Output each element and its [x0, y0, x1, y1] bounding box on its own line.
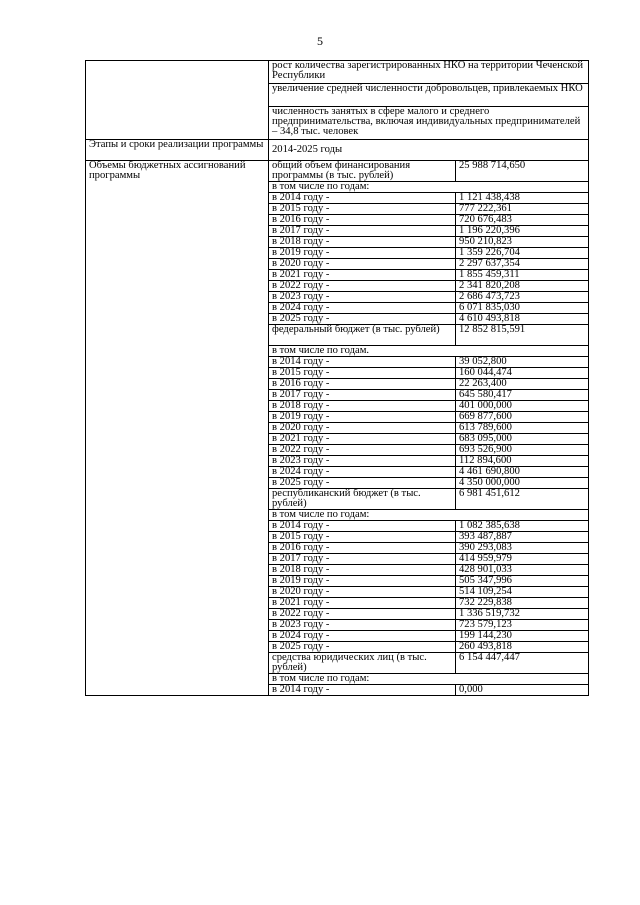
blank-cell	[86, 653, 269, 674]
federal-year-row	[86, 445, 589, 456]
total-year-label: в 2018 году -	[269, 237, 456, 248]
total-year-row	[86, 292, 589, 303]
budget-label: Объемы бюджетных ассигнований программы	[86, 161, 269, 182]
federal-year-row	[86, 456, 589, 467]
blank-cell	[86, 576, 269, 587]
federal-year-row	[86, 357, 589, 368]
republic-year-value: 514 109,254	[456, 587, 589, 598]
blank-cell	[86, 565, 269, 576]
republic-year-row	[86, 554, 589, 565]
blank-cell	[86, 598, 269, 609]
republic-year-value: 732 229,838	[456, 598, 589, 609]
federal-year-label: в 2017 году -	[269, 390, 456, 401]
republic-year-row	[86, 576, 589, 587]
blank-cell	[86, 193, 269, 204]
total-year-value: 6 071 835,030	[456, 303, 589, 314]
republic-year-value: 393 487,887	[456, 532, 589, 543]
federal-year-value: 645 580,417	[456, 390, 589, 401]
blank-cell	[86, 478, 269, 489]
republic-year-label: в 2021 году -	[269, 598, 456, 609]
blank-cell	[86, 423, 269, 434]
republic-year-label: в 2017 году -	[269, 554, 456, 565]
blank-cell	[86, 379, 269, 390]
republic-year-row	[86, 532, 589, 543]
total-year-value: 720 676,483	[456, 215, 589, 226]
republic-year-row	[86, 631, 589, 642]
federal-year-value: 4 350 000,000	[456, 478, 589, 489]
blank-cell	[86, 489, 269, 510]
by-years-label-row	[86, 510, 589, 521]
blank-cell	[86, 521, 269, 532]
blank-cell	[86, 314, 269, 325]
total-year-row	[86, 270, 589, 281]
republic-year-label: в 2018 году -	[269, 565, 456, 576]
legal-funds-row	[86, 653, 589, 674]
total-year-row	[86, 193, 589, 204]
republic-year-label: в 2014 году -	[269, 521, 456, 532]
total-year-label: в 2023 году -	[269, 292, 456, 303]
republic-year-row	[86, 598, 589, 609]
total-label: общий объем финансирования программы (в тыс. рублей)	[269, 161, 456, 182]
blank-cell	[86, 281, 269, 292]
total-value: 25 988 714,650	[456, 161, 589, 182]
blank-cell	[86, 346, 269, 357]
blank-cell	[86, 685, 269, 696]
program-passport-table	[85, 60, 589, 696]
republic-year-label: в 2025 году -	[269, 642, 456, 653]
total-year-label: в 2017 году -	[269, 226, 456, 237]
federal-year-value: 112 894,600	[456, 456, 589, 467]
total-year-label: в 2014 году -	[269, 193, 456, 204]
total-year-label: в 2024 году -	[269, 303, 456, 314]
by-years-label-row	[86, 346, 589, 357]
legal-funds-value: 6 154 447,447	[456, 653, 589, 674]
blank-cell	[86, 270, 269, 281]
federal-year-value: 160 044,474	[456, 368, 589, 379]
total-year-label: в 2025 году -	[269, 314, 456, 325]
blank-cell	[86, 445, 269, 456]
stages-row	[86, 140, 589, 161]
republic-budget-label: республиканский бюджет (в тыс. рублей)	[269, 489, 456, 510]
blank-cell	[86, 510, 269, 521]
republic-year-label: в 2016 году -	[269, 543, 456, 554]
total-year-label: в 2022 году -	[269, 281, 456, 292]
federal-year-row	[86, 368, 589, 379]
federal-year-row	[86, 390, 589, 401]
republic-year-row	[86, 565, 589, 576]
republic-year-row	[86, 521, 589, 532]
federal-year-label: в 2024 году -	[269, 467, 456, 478]
blank-cell	[86, 259, 269, 270]
federal-year-label: в 2014 году -	[269, 357, 456, 368]
budget-total-row	[86, 161, 589, 182]
federal-year-row	[86, 401, 589, 412]
total-year-value: 777 222,361	[456, 204, 589, 215]
federal-year-value: 683 095,000	[456, 434, 589, 445]
blank-cell	[86, 215, 269, 226]
indicator-text: рост количества зарегистрированных НКО на территории Чеченской Республики	[269, 61, 589, 84]
republic-year-value: 414 959,979	[456, 554, 589, 565]
blank-cell	[86, 303, 269, 314]
total-year-label: в 2020 году -	[269, 259, 456, 270]
federal-budget-value: 12 852 815,591	[456, 325, 589, 346]
total-year-row	[86, 248, 589, 259]
total-year-value: 1 855 459,311	[456, 270, 589, 281]
federal-year-label: в 2020 году -	[269, 423, 456, 434]
total-year-value: 950 210,823	[456, 237, 589, 248]
republic-year-value: 199 144,230	[456, 631, 589, 642]
federal-year-label: в 2016 году -	[269, 379, 456, 390]
blank-cell	[86, 292, 269, 303]
total-year-row	[86, 281, 589, 292]
federal-year-row	[86, 434, 589, 445]
legal-funds-label: средства юридических лиц (в тыс. рублей)	[269, 653, 456, 674]
legal-year-value: 0,000	[456, 685, 589, 696]
blank-cell	[86, 642, 269, 653]
federal-year-label: в 2022 году -	[269, 445, 456, 456]
indicator-row	[86, 84, 589, 107]
legal-year-label: в 2014 году -	[269, 685, 456, 696]
republic-year-value: 260 493,818	[456, 642, 589, 653]
by-years-label: в том числе по годам:	[269, 510, 589, 521]
federal-year-label: в 2025 году -	[269, 478, 456, 489]
indicator-row	[86, 61, 589, 84]
by-years-label-row	[86, 182, 589, 193]
republic-year-row	[86, 620, 589, 631]
republic-year-value: 505 347,996	[456, 576, 589, 587]
blank-cell	[86, 631, 269, 642]
indicator-row	[86, 107, 589, 140]
blank-cell	[86, 467, 269, 478]
total-year-value: 1 196 220,396	[456, 226, 589, 237]
blank-cell	[86, 587, 269, 598]
federal-year-label: в 2021 году -	[269, 434, 456, 445]
republic-year-label: в 2024 году -	[269, 631, 456, 642]
total-year-value: 2 686 473,723	[456, 292, 589, 303]
by-years-label: в том числе по годам.	[269, 346, 589, 357]
federal-year-value: 39 052,800	[456, 357, 589, 368]
blank-cell	[86, 226, 269, 237]
blank-cell	[86, 554, 269, 565]
republic-year-label: в 2020 году -	[269, 587, 456, 598]
federal-year-value: 22 263,400	[456, 379, 589, 390]
blank-cell	[86, 609, 269, 620]
by-years-label-row	[86, 674, 589, 685]
legal-year-row	[86, 685, 589, 696]
blank-cell	[86, 434, 269, 445]
republic-budget-row	[86, 489, 589, 510]
total-year-value: 1 359 226,704	[456, 248, 589, 259]
blank-cell	[86, 532, 269, 543]
by-years-label: в том числе по годам:	[269, 182, 589, 193]
stages-value: 2014-2025 годы	[269, 140, 589, 161]
republic-year-label: в 2015 году -	[269, 532, 456, 543]
federal-budget-label: федеральный бюджет (в тыс. рублей)	[269, 325, 456, 346]
federal-year-row	[86, 423, 589, 434]
blank-cell	[86, 325, 269, 346]
blank-cell	[86, 357, 269, 368]
by-years-label: в том числе по годам:	[269, 674, 589, 685]
federal-year-value: 693 526,900	[456, 445, 589, 456]
blank-cell	[86, 84, 269, 107]
republic-year-row	[86, 543, 589, 554]
blank-cell	[86, 412, 269, 423]
blank-cell	[86, 61, 269, 84]
blank-cell	[86, 204, 269, 215]
federal-year-label: в 2019 году -	[269, 412, 456, 423]
republic-year-label: в 2019 году -	[269, 576, 456, 587]
republic-year-value: 723 579,123	[456, 620, 589, 631]
indicator-text: численность занятых в сфере малого и среднего предпринимательства, включая индивидуальных предпринимателей – 34,8 тыс. человек	[269, 107, 589, 140]
federal-year-value: 4 461 690,800	[456, 467, 589, 478]
federal-year-value: 401 000,000	[456, 401, 589, 412]
total-year-value: 2 341 820,208	[456, 281, 589, 292]
total-year-value: 2 297 637,354	[456, 259, 589, 270]
republic-year-value: 1 082 385,638	[456, 521, 589, 532]
blank-cell	[86, 543, 269, 554]
total-year-value: 1 121 438,438	[456, 193, 589, 204]
total-year-label: в 2021 году -	[269, 270, 456, 281]
federal-year-label: в 2023 году -	[269, 456, 456, 467]
republic-year-value: 390 293,083	[456, 543, 589, 554]
blank-cell	[86, 401, 269, 412]
stages-label: Этапы и сроки реализации программы	[86, 140, 269, 161]
blank-cell	[86, 674, 269, 685]
republic-year-row	[86, 587, 589, 598]
total-year-value: 4 610 493,818	[456, 314, 589, 325]
blank-cell	[86, 620, 269, 631]
republic-year-value: 1 336 519,732	[456, 609, 589, 620]
total-year-label: в 2015 году -	[269, 204, 456, 215]
blank-cell	[86, 390, 269, 401]
federal-year-label: в 2015 году -	[269, 368, 456, 379]
blank-cell	[86, 368, 269, 379]
total-year-row	[86, 237, 589, 248]
federal-year-value: 613 789,600	[456, 423, 589, 434]
total-year-row	[86, 303, 589, 314]
blank-cell	[86, 107, 269, 140]
total-year-label: в 2016 году -	[269, 215, 456, 226]
federal-budget-row	[86, 325, 589, 346]
total-year-row	[86, 314, 589, 325]
blank-cell	[86, 248, 269, 259]
federal-year-row	[86, 379, 589, 390]
federal-year-row	[86, 478, 589, 489]
total-year-row	[86, 204, 589, 215]
federal-year-label: в 2018 году -	[269, 401, 456, 412]
republic-year-value: 428 901,033	[456, 565, 589, 576]
page-number: 5	[317, 34, 323, 48]
federal-year-row	[86, 467, 589, 478]
republic-year-row	[86, 642, 589, 653]
republic-budget-value: 6 981 451,612	[456, 489, 589, 510]
total-year-label: в 2019 году -	[269, 248, 456, 259]
blank-cell	[86, 456, 269, 467]
federal-year-value: 669 877,600	[456, 412, 589, 423]
republic-year-label: в 2023 году -	[269, 620, 456, 631]
total-year-row	[86, 259, 589, 270]
republic-year-row	[86, 609, 589, 620]
republic-year-label: в 2022 году -	[269, 609, 456, 620]
indicator-text: увеличение средней численности добровольцев, привлекаемых НКО	[269, 84, 589, 107]
total-year-row	[86, 226, 589, 237]
blank-cell	[86, 182, 269, 193]
blank-cell	[86, 237, 269, 248]
total-year-row	[86, 215, 589, 226]
federal-year-row	[86, 412, 589, 423]
